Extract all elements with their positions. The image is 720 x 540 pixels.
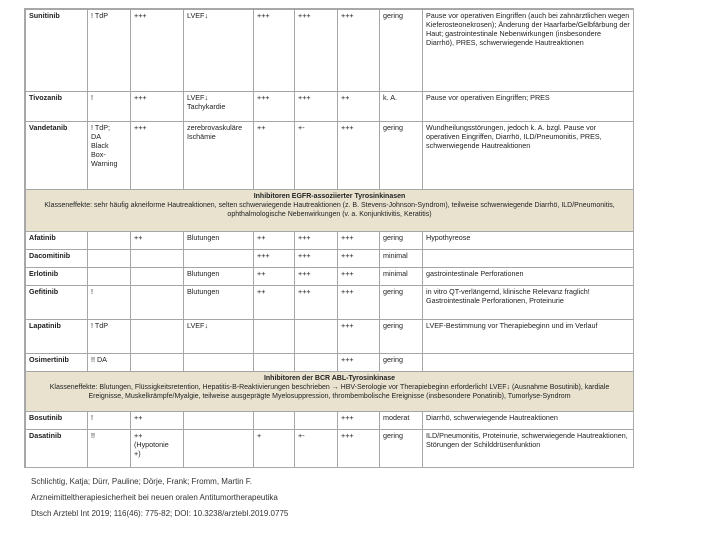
table-row bbox=[26, 122, 634, 190]
drug-name-cell: Erlotinib bbox=[26, 268, 88, 286]
table-cell: gering bbox=[380, 10, 423, 92]
table-cell: +++ bbox=[131, 122, 184, 190]
table-cell bbox=[88, 268, 131, 286]
table-cell: +++ bbox=[295, 92, 338, 122]
table-cell: zerebrovaskuläre Ischämie bbox=[184, 122, 254, 190]
table-cell: ++ bbox=[131, 412, 184, 430]
table-cell bbox=[131, 250, 184, 268]
table-row bbox=[26, 430, 634, 469]
table-cell: + bbox=[254, 430, 295, 469]
table-cell: +++ bbox=[338, 412, 380, 430]
table-cell: Hypothyreose bbox=[423, 232, 634, 250]
table-cell: ++ bbox=[254, 232, 295, 250]
table-cell: ! TdP bbox=[88, 10, 131, 92]
table-cell: +++ bbox=[338, 122, 380, 190]
table-cell bbox=[131, 268, 184, 286]
section-title: Inhibitoren EGFR-assoziierter Tyrosinkinasen bbox=[253, 193, 406, 200]
section-title: Inhibitoren der BCR ABL-Tyrosinkinase bbox=[263, 375, 396, 382]
table-cell: ++ bbox=[254, 122, 295, 190]
drug-name-cell: Dasatinib bbox=[26, 430, 88, 469]
section-cell bbox=[26, 190, 634, 232]
table-cell: gering bbox=[380, 430, 423, 469]
table-row bbox=[26, 10, 634, 92]
table-cell: +++ bbox=[295, 286, 338, 320]
table-cell bbox=[254, 320, 295, 354]
table-cell: Blutungen bbox=[184, 286, 254, 320]
drug-name-cell: Gefitinib bbox=[26, 286, 88, 320]
table-cell: gering bbox=[380, 232, 423, 250]
table-cell: in vitro QT-verlängernd, klinische Relevanz fraglich! Gastrointestinale Perforationen, Proteinurie bbox=[423, 286, 634, 320]
table-cell: ! bbox=[88, 412, 131, 430]
table-image bbox=[24, 8, 634, 468]
table-cell bbox=[254, 412, 295, 430]
table-cell: ! bbox=[88, 286, 131, 320]
table-cell: gering bbox=[380, 354, 423, 372]
table-cell: ++ bbox=[338, 92, 380, 122]
table-cell: +++ bbox=[338, 250, 380, 268]
table-row bbox=[26, 232, 634, 250]
table-cell bbox=[295, 320, 338, 354]
table-cell: +++ bbox=[254, 10, 295, 92]
drug-name-cell: Afatinib bbox=[26, 232, 88, 250]
table-row bbox=[26, 354, 634, 372]
table-cell bbox=[295, 412, 338, 430]
table-cell: +- bbox=[295, 430, 338, 469]
table-cell bbox=[88, 232, 131, 250]
table-cell: +++ bbox=[131, 92, 184, 122]
table-cell: +++ bbox=[338, 268, 380, 286]
table-cell: Pause vor operativen Eingriffen; PRES bbox=[423, 92, 634, 122]
table-cell: gering bbox=[380, 122, 423, 190]
table-cell bbox=[184, 430, 254, 469]
section-cell bbox=[26, 372, 634, 412]
citation-title: Arzneimitteltherapiesicherheit bei neuen oralen Antitumortherapeutika bbox=[31, 493, 278, 502]
drug-name-cell: Osimertinib bbox=[26, 354, 88, 372]
table-cell: +++ bbox=[338, 286, 380, 320]
table-cell: +++ bbox=[295, 250, 338, 268]
table-cell: Diarrhö, schwerwiegende Hautreaktionen bbox=[423, 412, 634, 430]
table-cell: +++ bbox=[338, 232, 380, 250]
citation-authors: Schlichtig, Katja; Dürr, Pauline; Dörje, Frank; Fromm, Martin F. bbox=[31, 477, 252, 486]
table-cell: ! bbox=[88, 92, 131, 122]
table-cell: +++ bbox=[338, 320, 380, 354]
table-cell: +++ bbox=[131, 10, 184, 92]
table-cell: LVEF-Bestimmung vor Therapiebeginn und im Verlauf bbox=[423, 320, 634, 354]
section-row bbox=[26, 372, 634, 412]
table-row bbox=[26, 92, 634, 122]
table-cell bbox=[88, 250, 131, 268]
table-cell bbox=[423, 354, 634, 372]
table-cell: ! TdP bbox=[88, 320, 131, 354]
table-cell: Pause vor operativen Eingriffen (auch bei zahnärztlichen wegen Kieferosteonekrosen); Änderung der Haarfarbe/Gelbfärbung der Haut; gastrointestinale Nebenwirkungen (insbesondere Diarrhö), PRES, schwerwiegende Hautreaktionen bbox=[423, 10, 634, 92]
table-cell: LVEF↓ bbox=[184, 10, 254, 92]
table-cell: !! bbox=[88, 430, 131, 469]
table-cell: moderat bbox=[380, 412, 423, 430]
citation-reference: Dtsch Arztebl Int 2019; 116(46): 775-82; DOI: 10.3238/arztebl.2019.0775 bbox=[31, 509, 289, 518]
table-cell: ++ bbox=[254, 268, 295, 286]
table-cell: LVEF↓ Tachykardie bbox=[184, 92, 254, 122]
table-cell: +++ bbox=[254, 250, 295, 268]
table-cell: gering bbox=[380, 320, 423, 354]
table-cell: +++ bbox=[295, 232, 338, 250]
table-cell: +++ bbox=[295, 268, 338, 286]
section-class-effects: Klasseneffekte: sehr häufig akneiforme Hautreaktionen, selten schwerwiegende Hautreaktionen (z. B. Stevens-Johnson-Syndrom), teilweise schwerwiegende Diarrhö, ILD/Pneumonitis, ophthalmologische Nebenwirkungen (v. a. Konjunktivitis, Keratitis) bbox=[44, 202, 615, 218]
table-cell: ! TdP; DA Black Box- Warning bbox=[88, 122, 131, 190]
section-class-effects: Klasseneffekte: Blutungen, Flüssigkeitsretention, Hepatitis-B-Reaktivierungen beschrieben → HBV-Serologie vor Therapiebeginn erforderlich! LVEF↓ (Ausnahme Bosutinib), kardiale Ereignisse, Muskelkrämpfe/Myalgie, teilweise ausgeprägte Myelosuppression, thrombembolische Ereignisse (insbesondere Ponatinib), Tumorlyse-Syndrom bbox=[49, 384, 610, 400]
section-row bbox=[26, 190, 634, 232]
citation bbox=[31, 474, 288, 522]
table-cell bbox=[131, 320, 184, 354]
table-cell bbox=[131, 286, 184, 320]
table-cell: minimal bbox=[380, 250, 423, 268]
drug-name-cell: Bosutinib bbox=[26, 412, 88, 430]
table-cell bbox=[295, 354, 338, 372]
table-cell: +- bbox=[295, 122, 338, 190]
table-cell: +++ bbox=[338, 430, 380, 469]
table-cell: Wundheilungsstörungen, jedoch k. A. bzgl. Pause vor operativen Eingriffen, Diarrhö, ILD/Pneumonitis, PRES, schwerwiegende Hautreaktionen bbox=[423, 122, 634, 190]
drug-name-cell: Lapatinib bbox=[26, 320, 88, 354]
table-cell bbox=[254, 354, 295, 372]
table-cell bbox=[184, 412, 254, 430]
table-cell: k. A. bbox=[380, 92, 423, 122]
table-cell: gering bbox=[380, 286, 423, 320]
table-cell: gastrointestinale Perforationen bbox=[423, 268, 634, 286]
table-cell: ILD/Pneumonitis, Proteinurie, schwerwiegende Hautreaktionen, Störungen der Schilddrüsenfunktion bbox=[423, 430, 634, 469]
table-cell: +++ bbox=[338, 354, 380, 372]
table-cell bbox=[423, 250, 634, 268]
drug-name-cell: Dacomitinib bbox=[26, 250, 88, 268]
table-cell bbox=[131, 354, 184, 372]
table-cell: minimal bbox=[380, 268, 423, 286]
table-row bbox=[26, 320, 634, 354]
table-cell: ++ bbox=[131, 232, 184, 250]
table-row bbox=[26, 412, 634, 430]
table-cell: +++ bbox=[295, 10, 338, 92]
drug-safety-table bbox=[25, 9, 634, 468]
table-row bbox=[26, 250, 634, 268]
table-cell: Blutungen bbox=[184, 268, 254, 286]
table-cell: !! DA bbox=[88, 354, 131, 372]
table-cell: ++ (Hypotonie +) bbox=[131, 430, 184, 469]
table-cell: ++ bbox=[254, 286, 295, 320]
table-cell bbox=[184, 354, 254, 372]
drug-name-cell: Tivozanib bbox=[26, 92, 88, 122]
table-cell: +++ bbox=[338, 10, 380, 92]
table-cell bbox=[184, 250, 254, 268]
table-cell: Blutungen bbox=[184, 232, 254, 250]
table-cell: LVEF↓ bbox=[184, 320, 254, 354]
drug-name-cell: Sunitinib bbox=[26, 10, 88, 92]
table-row bbox=[26, 286, 634, 320]
table-row bbox=[26, 268, 634, 286]
drug-name-cell: Vandetanib bbox=[26, 122, 88, 190]
table-cell: +++ bbox=[254, 92, 295, 122]
